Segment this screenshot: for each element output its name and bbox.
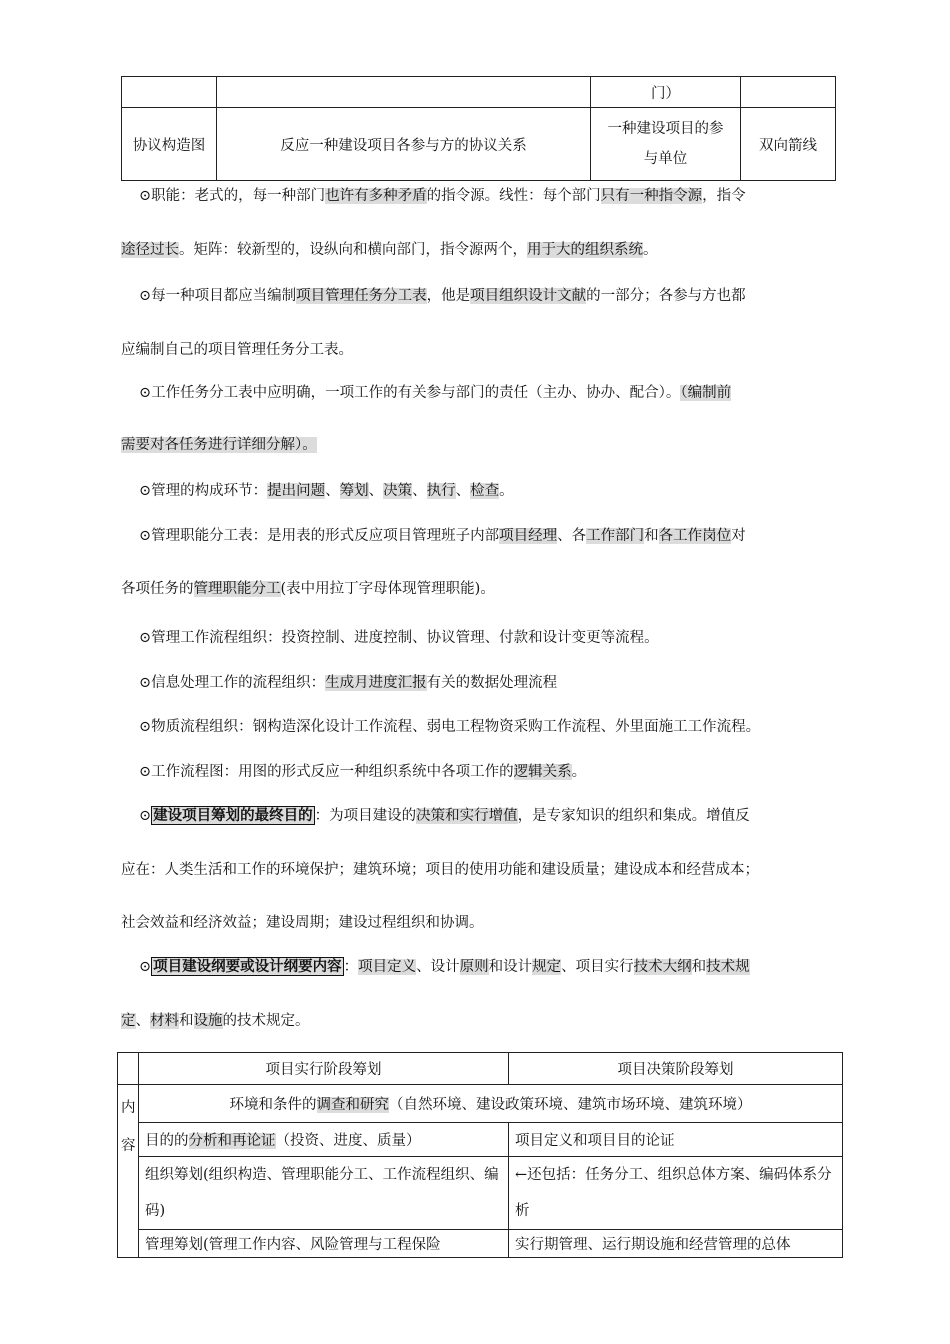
row-org-left: 组织筹划(组织构造、管理职能分工、工作流程组织、编码) [139, 1157, 509, 1230]
row-mgmt-left: 管理筹划(管理工作内容、风险管理与工程保险 [139, 1230, 509, 1258]
header-implementation: 项目实行阶段筹划 [139, 1053, 509, 1085]
para-workflow: ⊙管理工作流程组织：投资控制、进度控制、协议管理、付款和设计变更等流程。 [139, 630, 659, 646]
planning-comparison-table [117, 1052, 843, 1258]
row-mgmt-right: 实行期管理、运行期设施和经营管理的总体 [509, 1230, 843, 1258]
para-planning-goal-line1: ⊙ 建设项目筹划的最终目的 ：为项目建设的决策和实行增值，是专家知识的组织和集成。增值反 [139, 807, 750, 824]
row-environment: 环境和条件的调查和研究（自然环境、建设政策环境、建筑市场环境、建筑环境） [139, 1085, 843, 1123]
cell-empty [741, 77, 836, 108]
side-label: 内容 [118, 1085, 139, 1258]
cell-empty [122, 77, 217, 108]
para-mgmt-steps: ⊙管理的构成环节：提出问题、筹划、决策、执行、检查。 [139, 483, 514, 499]
row-goal-left: 目的的分析和再论证（投资、进度、质量） [139, 1123, 509, 1157]
para-task-table-line2: 应编制自己的项目管理任务分工表。 [121, 342, 353, 358]
cell-tool-symbol: 双向箭线 [741, 108, 836, 181]
para-planning-goal-line3: 社会效益和经济效益；建设周期；建设过程组织和协调。 [121, 915, 484, 931]
para-info-flow: ⊙信息处理工作的流程组织：生成月进度汇报有关的数据处理流程 [139, 675, 558, 691]
row-org-right: ←还包括：任务分工、组织总体方案、编码体系分析 [509, 1157, 843, 1230]
object-line-1: 一种建设项目的参 [607, 121, 724, 137]
para-mgmt-function-line2: 各项任务的管理职能分工(表中用拉丁字母体现管理职能)。 [121, 581, 495, 597]
para-design-brief-line2: 定、材料和设施的技术规定。 [121, 1013, 310, 1029]
para-functional-line2: 途径过长。矩阵：较新型的，设纵向和横向部门，指令源两个，用于大的组织系统。 [121, 242, 658, 258]
cell-tool-object [591, 108, 741, 181]
para-planning-goal-line2: 应在：人类生活和工作的环境保护；建筑环境；项目的使用功能和建设质量；建设成本和经营成本； [121, 862, 759, 878]
para-material-flow: ⊙物质流程组织：钢构造深化设计工作流程、弱电工程物资采购工作流程、外里面施工工作流程。 [139, 719, 761, 735]
cell-empty [118, 1053, 139, 1085]
para-workflow-chart: ⊙工作流程图：用图的形式反应一种组织系统中各项工作的逻辑关系。 [139, 764, 587, 780]
para-design-brief-line1: ⊙ 项目建设纲要或设计纲要内容 ：项目定义、设计原则和设计规定、项目实行技术大纲和技术规 [139, 958, 750, 975]
cell-tool-name: 协议构造图 [122, 108, 217, 181]
cell-empty [217, 77, 591, 108]
org-tools-table [121, 76, 836, 181]
object-line-2: 与单位 [643, 151, 688, 167]
para-task-resp-line1: ⊙工作任务分工表中应明确，一项工作的有关参与部门的责任（主办、协办、配合）。（编制前 [139, 385, 732, 401]
para-functional-line1: ⊙职能：老式的，每一种部门也许有多种矛盾的指令源。线性：每个部门只有一种指令源，指令 [139, 188, 746, 204]
para-task-table-line1: ⊙每一种项目都应当编制项目管理任务分工表，他是项目组织设计文献的一部分；各参与方也都 [139, 288, 746, 304]
para-task-resp-line2: 需要对各任务进行详细分解）。 [121, 437, 317, 453]
header-decision: 项目决策阶段筹划 [509, 1053, 843, 1085]
cell-object-cont: 门） [591, 77, 741, 108]
row-goal-right: 项目定义和项目目的论证 [509, 1123, 843, 1157]
cell-tool-desc: 反应一种建设项目各参与方的协议关系 [217, 108, 591, 181]
para-mgmt-function-line1: ⊙管理职能分工表：是用表的形式反应项目管理班子内部项目经理、各工作部门和各工作岗位对 [139, 528, 746, 544]
